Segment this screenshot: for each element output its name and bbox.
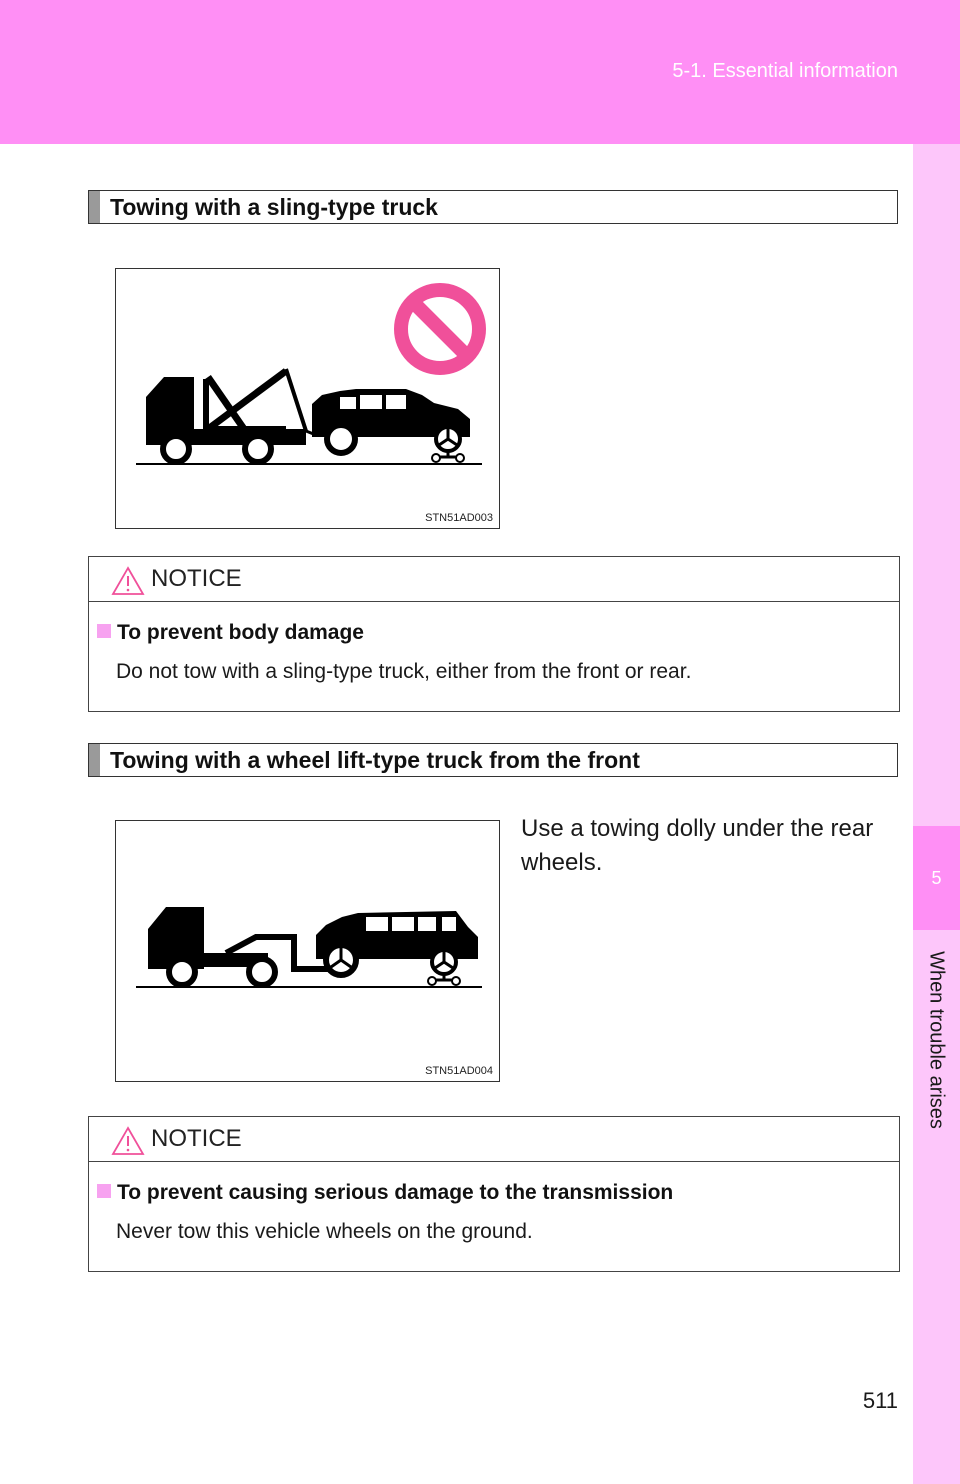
section-heading-marker: [89, 744, 100, 776]
notice-subheading-text: To prevent body damage: [117, 621, 364, 644]
notice-header: [89, 1117, 899, 1162]
notice-subheading: [97, 621, 364, 645]
towed-car-shape: [316, 911, 478, 985]
sling-truck-illustration: [116, 269, 499, 528]
notice-label: NOTICE: [151, 565, 242, 592]
notice-box-transmission: [88, 1116, 900, 1272]
figure-wheel-lift-truck: [115, 820, 500, 1082]
notice-box-body-damage: [88, 556, 900, 712]
figure-code: STN51AD004: [425, 1065, 493, 1077]
wheel-lift-truck-illustration: [116, 821, 499, 1081]
section-heading-sling-truck: [88, 190, 898, 224]
bullet-square-icon: [97, 1184, 111, 1198]
notice-header: [89, 557, 899, 602]
section-heading-marker: [89, 191, 100, 223]
prohibition-icon: [401, 290, 479, 368]
notice-body: Never tow this vehicle wheels on the ground.: [116, 1220, 533, 1243]
bullet-square-icon: [97, 624, 111, 638]
notice-label: NOTICE: [151, 1125, 242, 1152]
figure-code: STN51AD003: [425, 512, 493, 524]
towed-car-shape: [312, 389, 470, 462]
tow-truck-shape: [146, 369, 316, 462]
notice-body: Do not tow with a sling-type truck, either from the front or rear.: [116, 660, 692, 683]
page-number: 511: [862, 1388, 898, 1413]
warning-triangle-icon: [111, 1126, 145, 1156]
section-description: Use a towing dolly under the rear wheels.: [521, 815, 874, 876]
section-heading-text: Towing with a sling-type truck: [110, 193, 438, 220]
chapter-number: 5: [913, 826, 960, 930]
page-header: [0, 0, 960, 144]
figure-sling-truck: [115, 268, 500, 529]
notice-subheading-text: To prevent causing serious damage to the transmission: [117, 1181, 674, 1204]
side-chapter-tab: [913, 144, 960, 1484]
notice-subheading: [97, 1181, 673, 1205]
header-section-title: 5-1. Essential information: [672, 60, 898, 82]
warning-triangle-icon: [111, 566, 145, 596]
chapter-title: When trouble arises: [925, 951, 948, 1129]
section-heading-wheel-lift-truck: [88, 743, 898, 777]
section-heading-text: Towing with a wheel lift-type truck from the front: [110, 746, 640, 773]
